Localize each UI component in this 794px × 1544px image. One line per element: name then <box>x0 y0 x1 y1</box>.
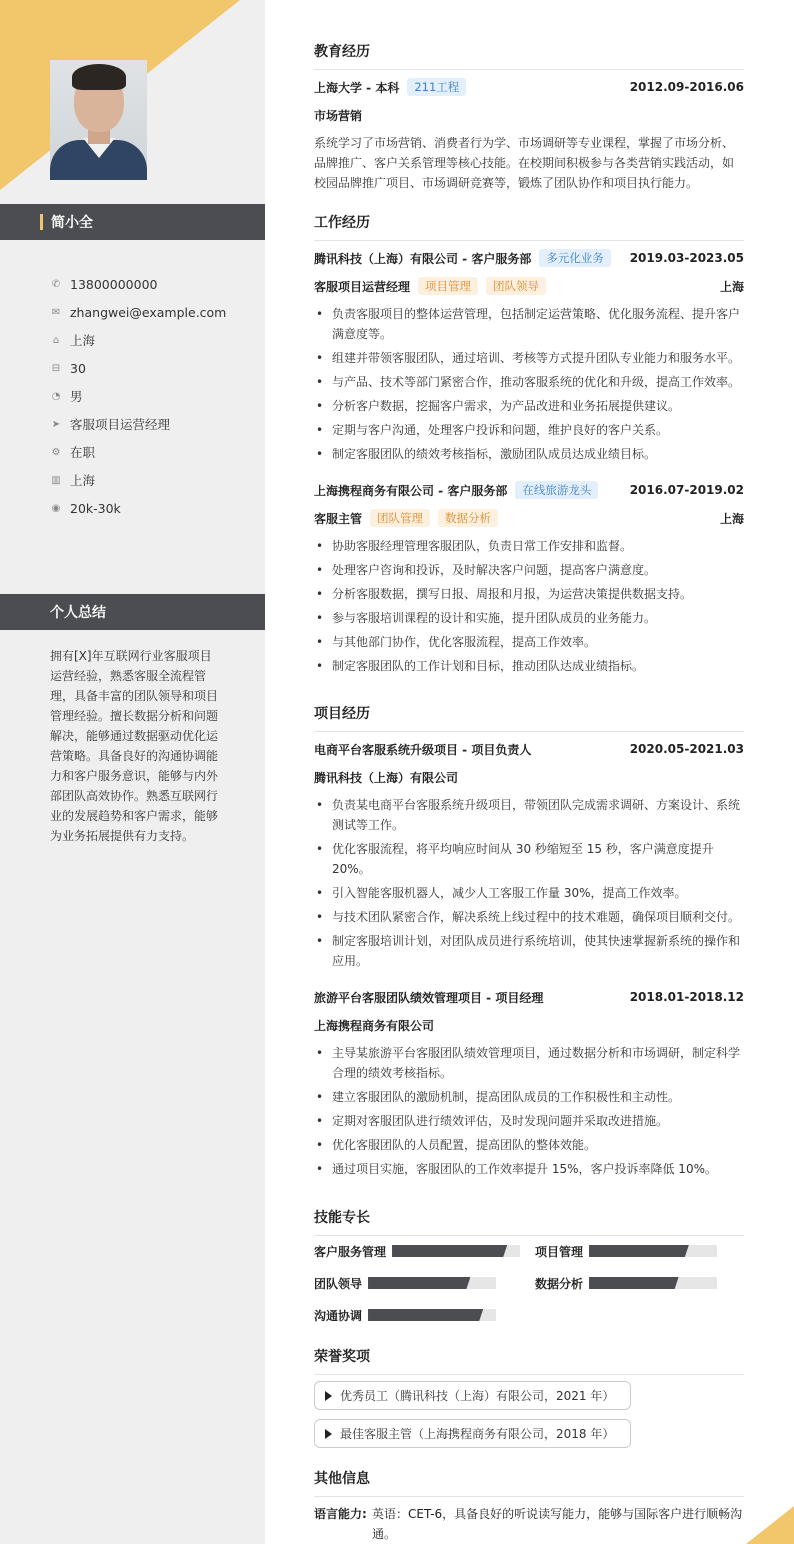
project-bullets <box>314 1043 744 1183</box>
phone-icon: ✆ <box>51 278 61 290</box>
age-icon: ⊟ <box>51 362 61 374</box>
contact-status <box>50 438 260 466</box>
salary-icon: ◉ <box>51 502 61 514</box>
project-org: 腾讯科技（上海）有限公司 <box>314 770 459 785</box>
sidebar <box>0 0 265 1544</box>
contact-text: 30 <box>70 360 86 376</box>
summary-text: 拥有[X]年互联网行业客服项目运营经验，熟悉客服全流程管理，具备丰富的团队领导和项目管理经验。擅长数据分析和问题解决，能够通过数据驱动优化运营策略。具备良好的沟通协调能力和客户服务意识，能够与内外部团队高效协作。熟悉互联网行业的发展趋势和客户需求，能够为业务拓展提供有力支持。 <box>50 649 219 843</box>
contact-text: 客服项目运营经理 <box>70 417 171 432</box>
language-label: 语言能力: <box>314 1507 367 1521</box>
gender-icon: ◔ <box>51 390 61 402</box>
contact-location <box>50 326 260 354</box>
list-item: • 优化客服流程，将平均响应时间从 30 秒缩短至 15 秒，客户满意度提升 20%。 <box>314 839 744 879</box>
skill-bar <box>589 1277 717 1289</box>
contact-position <box>50 410 260 438</box>
award-item <box>314 1419 631 1448</box>
job-company: 腾讯科技（上海）有限公司 - 客户服务部 <box>314 251 532 266</box>
corner-decoration <box>746 1506 794 1544</box>
contact-text: zhangwei@example.com <box>70 304 227 320</box>
name-banner <box>0 204 265 240</box>
role-tag: 数据分析 <box>438 509 498 527</box>
contact-list <box>50 270 260 522</box>
skill-item <box>535 1275 717 1291</box>
project-name: 旅游平台客服团队绩效管理项目 - 项目经理 <box>314 990 544 1005</box>
job-company-row <box>314 248 744 268</box>
skill-bar <box>392 1245 520 1257</box>
home-icon: ⌂ <box>52 334 60 346</box>
project-date: 2020.05-2021.03 <box>629 742 744 756</box>
list-item: • 制定客服培训计划，对团队成员进行系统培训，使其快速掌握新系统的操作和应用。 <box>314 931 744 971</box>
education-date: 2012.09-2016.06 <box>629 80 744 94</box>
list-item: • 处理客户咨询和投诉，及时解决客户问题，提高客户满意度。 <box>314 560 744 580</box>
list-item: • 协助客服经理管理客服团队，负责日常工作安排和监督。 <box>314 536 744 556</box>
role-tag: 项目管理 <box>418 277 478 295</box>
skill-name: 数据分析 <box>535 1276 584 1291</box>
list-item: • 与技术团队紧密合作，解决系统上线过程中的技术难题，确保项目顺利交付。 <box>314 907 744 927</box>
skill-name: 客户服务管理 <box>314 1244 387 1259</box>
award-text: 最佳客服主管（上海携程商务有限公司，2018 年） <box>340 1427 615 1441</box>
skill-fill <box>589 1245 689 1257</box>
skill-item <box>314 1275 496 1291</box>
contact-text: 男 <box>70 389 83 404</box>
send-icon: ➤ <box>51 418 61 430</box>
job-role-row <box>314 276 744 296</box>
language-row <box>314 1504 744 1544</box>
list-item: • 定期对客服团队进行绩效评估，及时发现问题并采取改进措施。 <box>314 1111 744 1131</box>
major: 市场营销 <box>314 108 363 123</box>
contact-phone <box>50 270 260 298</box>
skill-item <box>314 1307 496 1323</box>
contact-text: 上海 <box>70 333 96 348</box>
job-role: 客服主管 <box>314 511 363 526</box>
candidate-name: 简小全 <box>51 215 93 231</box>
contact-email <box>50 298 260 326</box>
contact-text: 20k-30k <box>70 500 121 516</box>
list-item: • 引入智能客服机器人，减少人工客服工作量 30%，提高工作效率。 <box>314 883 744 903</box>
building-icon: ▥ <box>51 474 61 486</box>
education-desc: 系统学习了市场营销、消费者行为学、市场调研等专业课程，掌握了市场分析、品牌推广、客户关系管理等核心技能。在校期间积极参与各类营销实践活动，如校园品牌推广项目、市场调研竞赛等，锻炼了团队协作和项目执行能力。 <box>314 136 735 190</box>
skill-fill <box>368 1277 470 1289</box>
skill-name: 团队领导 <box>314 1276 363 1291</box>
skill-fill <box>368 1309 483 1321</box>
contact-city <box>50 466 260 494</box>
project-bullets <box>314 795 744 975</box>
contact-text: 13800000000 <box>70 276 158 292</box>
role-tag: 团队管理 <box>370 509 430 527</box>
list-item: • 主导某旅游平台客服团队绩效管理项目，通过数据分析和市场调研，制定科学合理的绩效考核指标。 <box>314 1043 744 1083</box>
awards-title: 荣誉奖项 <box>314 1346 744 1375</box>
list-item: • 分析客户数据，挖掘客户需求，为产品改进和业务拓展提供建议。 <box>314 396 744 416</box>
skill-item <box>314 1243 520 1259</box>
skill-name: 沟通协调 <box>314 1308 363 1323</box>
skill-bar <box>368 1309 496 1321</box>
project-date: 2018.01-2018.12 <box>629 990 744 1004</box>
project-name: 电商平台客服系统升级项目 - 项目负责人 <box>314 742 532 757</box>
list-item: • 分析客服数据，撰写日报、周报和月报，为运营决策提供数据支持。 <box>314 584 744 604</box>
mail-icon: ✉ <box>51 306 61 318</box>
job-city: 上海 <box>719 279 744 294</box>
skills-title: 技能专长 <box>314 1207 744 1236</box>
job-role-row <box>314 508 744 528</box>
skill-fill <box>392 1245 507 1257</box>
language-text: 英语：CET-6，具备良好的听说读写能力，能够与国际客户进行顺畅沟通。 <box>372 1507 743 1541</box>
other-title: 其他信息 <box>314 1468 744 1497</box>
triangle-icon <box>325 1391 332 1401</box>
school-name: 上海大学 - 本科 <box>314 80 400 95</box>
list-item: • 制定客服团队的绩效考核指标，激励团队成员达成业绩目标。 <box>314 444 744 464</box>
list-item: • 与其他部门协作，优化客服流程，提高工作效率。 <box>314 632 744 652</box>
company-tag: 在线旅游龙头 <box>515 481 598 499</box>
skill-bar <box>368 1277 496 1289</box>
school-tag: 211工程 <box>407 78 466 96</box>
contact-text: 上海 <box>70 473 96 488</box>
skill-bar <box>589 1245 717 1257</box>
name-accent <box>40 214 43 230</box>
contact-salary <box>50 494 260 522</box>
contact-age <box>50 354 260 382</box>
list-item: • 参与客服培训课程的设计和实施，提升团队成员的业务能力。 <box>314 608 744 628</box>
summary-title: 个人总结 <box>50 605 106 621</box>
list-item: • 负责某电商平台客服系统升级项目，带领团队完成需求调研、方案设计、系统测试等工作。 <box>314 795 744 835</box>
list-item: • 通过项目实施，客服团队的工作效率提升 15%，客户投诉率降低 10%。 <box>314 1159 744 1179</box>
list-item: • 建立客服团队的激励机制，提高团队成员的工作积极性和主动性。 <box>314 1087 744 1107</box>
triangle-icon <box>325 1429 332 1439</box>
job-company-row <box>314 480 744 500</box>
avatar <box>50 60 147 180</box>
summary-banner <box>0 594 265 630</box>
project-org-row <box>314 1015 744 1035</box>
list-item: • 组建并带领客服团队，通过培训、考核等方式提升团队专业能力和服务水平。 <box>314 348 744 368</box>
contact-text: 在职 <box>70 445 96 460</box>
project-org: 上海携程商务有限公司 <box>314 1018 435 1033</box>
award-text: 优秀员工（腾讯科技（上海）有限公司，2021 年） <box>340 1389 615 1403</box>
education-title: 教育经历 <box>314 41 744 70</box>
job-city: 上海 <box>719 511 744 526</box>
list-item: • 定期与客户沟通，处理客户投诉和问题，维护良好的客户关系。 <box>314 420 744 440</box>
skill-name: 项目管理 <box>535 1244 584 1259</box>
education-row <box>314 77 744 97</box>
skill-item <box>535 1243 717 1259</box>
skill-fill <box>589 1277 679 1289</box>
list-item: • 制定客服团队的工作计划和目标，推动团队达成业绩指标。 <box>314 656 744 676</box>
job-date: 2019.03-2023.05 <box>629 251 744 265</box>
major-row <box>314 105 744 125</box>
job-role: 客服项目运营经理 <box>314 279 411 294</box>
project-row <box>314 987 744 1007</box>
status-icon: ⚙ <box>51 446 61 458</box>
award-item <box>314 1381 631 1410</box>
job-date: 2016.07-2019.02 <box>629 483 744 497</box>
job-bullets <box>314 536 744 680</box>
contact-gender <box>50 382 260 410</box>
list-item: • 与产品、技术等部门紧密合作，推动客服系统的优化和升级，提高工作效率。 <box>314 372 744 392</box>
list-item: • 负责客服项目的整体运营管理，包括制定运营策略、优化服务流程、提升客户满意度等。 <box>314 304 744 344</box>
job-company: 上海携程商务有限公司 - 客户服务部 <box>314 483 508 498</box>
projects-title: 项目经历 <box>314 703 744 732</box>
role-tag: 团队领导 <box>486 277 546 295</box>
work-title: 工作经历 <box>314 212 744 241</box>
project-org-row <box>314 767 744 787</box>
company-tag: 多元化业务 <box>539 249 611 267</box>
job-bullets <box>314 304 744 468</box>
list-item: • 优化客服团队的人员配置，提高团队的整体效能。 <box>314 1135 744 1155</box>
project-row <box>314 739 744 759</box>
